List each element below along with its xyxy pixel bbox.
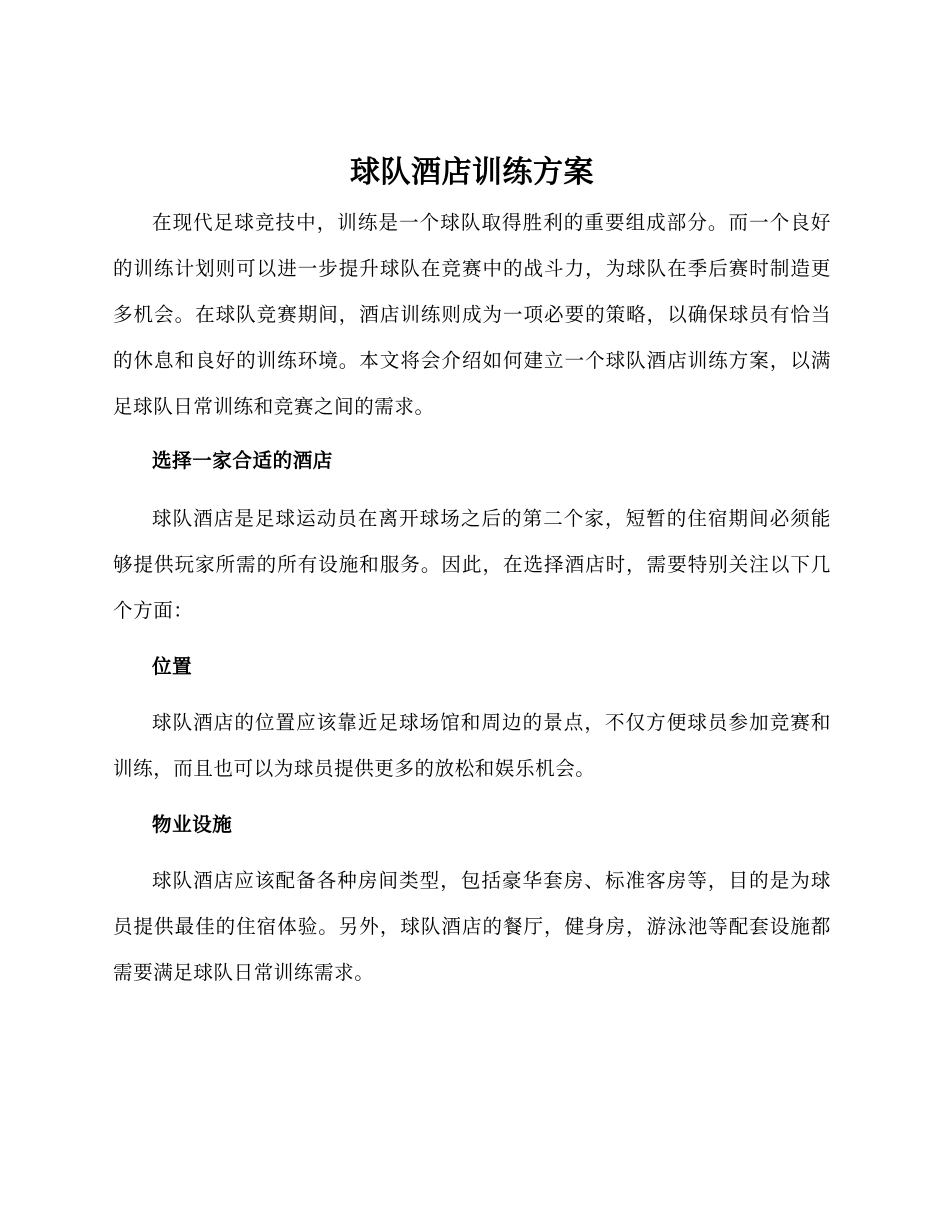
document-title: 球队酒店训练方案	[350, 155, 594, 190]
section-body-facilities: 球队酒店应该配备各种房间类型，包括豪华套房、标准客房等，目的是为球员提供最佳的住宿体验。另外，球队酒店的餐厅，健身房，游泳池等配套设施都需要满足球队日常训练需求。	[113, 869, 831, 984]
section-body-hotel-choice: 球队酒店是足球运动员在离开球场之后的第二个家，短暂的住宿期间必须能够提供玩家所需的所有设施和服务。因此，在选择酒店时，需要特别关注以下几个方面：	[113, 507, 831, 622]
section-heading-facilities: 物业设施	[152, 813, 233, 836]
section-heading-location: 位置	[152, 655, 193, 678]
section-body-location: 球队酒店的位置应该靠近足球场馆和周边的景点，不仅方便球员参加竞赛和训练，而且也可以为球员提供更多的放松和娱乐机会。	[113, 711, 831, 780]
document-page	[113, 150, 831, 996]
section-heading-hotel-choice: 选择一家合适的酒店	[152, 449, 333, 472]
intro-paragraph: 在现代足球竞技中，训练是一个球队取得胜利的重要组成部分。而一个良好的训练计划则可以进一步提升球队在竞赛中的战斗力，为球队在季后赛时制造更多机会。在球队竞赛期间，酒店训练则成为一项必要的策略，以确保球员有恰当的休息和良好的训练环境。本文将会介绍如何建立一个球队酒店训练方案，以满足球队日常训练和竞赛之间的需求。	[113, 211, 831, 418]
